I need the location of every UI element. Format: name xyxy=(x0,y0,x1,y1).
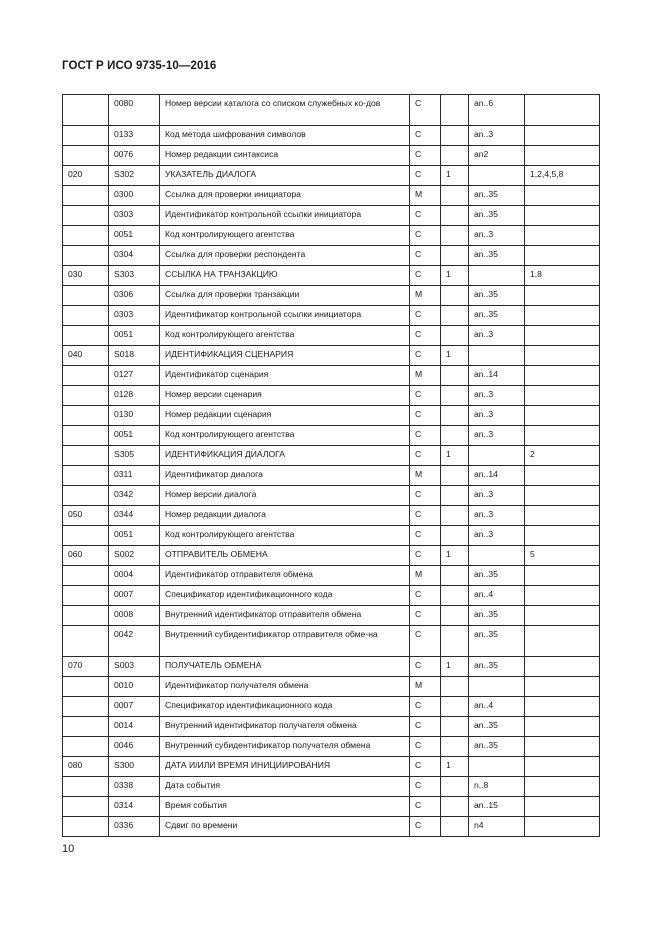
table-row xyxy=(63,737,600,757)
table-row xyxy=(63,466,600,486)
position-cell xyxy=(63,677,109,697)
tag-cell: 0300 xyxy=(109,186,160,206)
status-cell: C xyxy=(410,306,441,326)
tag-cell: 0130 xyxy=(109,406,160,426)
representation-cell: an..3 xyxy=(469,386,525,406)
notes-cell xyxy=(525,126,600,146)
representation-cell xyxy=(469,346,525,366)
repetition-cell xyxy=(441,406,469,426)
representation-cell: an..35 xyxy=(469,186,525,206)
tag-cell: 0042 xyxy=(109,626,160,657)
tag-cell: 0007 xyxy=(109,586,160,606)
position-cell xyxy=(63,95,109,126)
repetition-cell xyxy=(441,126,469,146)
name-cell: Ссылка для проверки инициатора xyxy=(160,186,410,206)
name-cell: Внутренний идентификатор отправителя обмена xyxy=(160,606,410,626)
status-cell: C xyxy=(410,586,441,606)
name-cell: Сдвиг по времени xyxy=(160,817,410,837)
table-row xyxy=(63,566,600,586)
representation-cell: an..3 xyxy=(469,426,525,446)
status-cell: C xyxy=(410,546,441,566)
name-cell: Номер версии каталога со списком служебных ко-дов xyxy=(160,95,410,126)
notes-cell xyxy=(525,506,600,526)
position-cell xyxy=(63,306,109,326)
tag-cell: 0007 xyxy=(109,697,160,717)
tag-cell: 0051 xyxy=(109,526,160,546)
tag-cell: 0051 xyxy=(109,226,160,246)
name-cell: Номер редакции сценария xyxy=(160,406,410,426)
representation-cell: an..4 xyxy=(469,697,525,717)
position-cell xyxy=(63,777,109,797)
tag-cell: 0314 xyxy=(109,797,160,817)
tag-cell: 0014 xyxy=(109,717,160,737)
repetition-cell: 1 xyxy=(441,757,469,777)
position-cell xyxy=(63,446,109,466)
repetition-cell xyxy=(441,366,469,386)
tag-cell: 0046 xyxy=(109,737,160,757)
representation-cell: an..15 xyxy=(469,797,525,817)
position-cell xyxy=(63,326,109,346)
status-cell: C xyxy=(410,737,441,757)
table-row xyxy=(63,146,600,166)
table-row xyxy=(63,677,600,697)
notes-cell xyxy=(525,146,600,166)
position-cell xyxy=(63,226,109,246)
name-cell: Внутренний субидентификатор отправителя обме-на xyxy=(160,626,410,657)
status-cell: C xyxy=(410,626,441,657)
tag-cell: 0128 xyxy=(109,386,160,406)
repetition-cell xyxy=(441,777,469,797)
notes-cell xyxy=(525,657,600,677)
notes-cell xyxy=(525,206,600,226)
tag-cell: 0008 xyxy=(109,606,160,626)
representation-cell: an..3 xyxy=(469,526,525,546)
position-cell xyxy=(63,626,109,657)
tag-cell: S302 xyxy=(109,166,160,186)
representation-cell: an..6 xyxy=(469,95,525,126)
status-cell: M xyxy=(410,286,441,306)
table-row xyxy=(63,506,600,526)
position-cell xyxy=(63,206,109,226)
name-cell: ИДЕНТИФИКАЦИЯ СЦЕНАРИЯ xyxy=(160,346,410,366)
repetition-cell xyxy=(441,306,469,326)
status-cell: M xyxy=(410,186,441,206)
tag-cell: S300 xyxy=(109,757,160,777)
status-cell: C xyxy=(410,606,441,626)
status-cell: C xyxy=(410,266,441,286)
name-cell: Ссылка для проверки транзакции xyxy=(160,286,410,306)
table-row xyxy=(63,126,600,146)
representation-cell: an..4 xyxy=(469,586,525,606)
repetition-cell xyxy=(441,426,469,446)
notes-cell xyxy=(525,246,600,266)
position-cell xyxy=(63,286,109,306)
table-row xyxy=(63,426,600,446)
position-cell: 050 xyxy=(63,506,109,526)
representation-cell: an..3 xyxy=(469,126,525,146)
repetition-cell xyxy=(441,526,469,546)
tag-cell: 0076 xyxy=(109,146,160,166)
table-row xyxy=(63,797,600,817)
repetition-cell: 1 xyxy=(441,546,469,566)
repetition-cell xyxy=(441,146,469,166)
repetition-cell xyxy=(441,386,469,406)
repetition-cell xyxy=(441,95,469,126)
name-cell: Номер редакции синтаксиса xyxy=(160,146,410,166)
name-cell: Идентификатор отправителя обмена xyxy=(160,566,410,586)
status-cell: C xyxy=(410,757,441,777)
notes-cell xyxy=(525,226,600,246)
table-row xyxy=(63,697,600,717)
position-cell xyxy=(63,526,109,546)
table-row xyxy=(63,606,600,626)
notes-cell xyxy=(525,677,600,697)
position-cell xyxy=(63,817,109,837)
tag-cell: S018 xyxy=(109,346,160,366)
status-cell: C xyxy=(410,486,441,506)
notes-cell xyxy=(525,817,600,837)
position-cell xyxy=(63,717,109,737)
notes-cell xyxy=(525,366,600,386)
tag-cell: 0133 xyxy=(109,126,160,146)
position-cell xyxy=(63,126,109,146)
status-cell: C xyxy=(410,226,441,246)
table-row xyxy=(63,186,600,206)
notes-cell xyxy=(525,626,600,657)
tag-cell: 0080 xyxy=(109,95,160,126)
name-cell: УКАЗАТЕЛЬ ДИАЛОГА xyxy=(160,166,410,186)
notes-cell: 1,2,4,5,8 xyxy=(525,166,600,186)
tag-cell: 0311 xyxy=(109,466,160,486)
table-row xyxy=(63,95,600,126)
name-cell: Ссылка для проверки респондента xyxy=(160,246,410,266)
tag-cell: 0344 xyxy=(109,506,160,526)
representation-cell: an..3 xyxy=(469,326,525,346)
name-cell: ПОЛУЧАТЕЛЬ ОБМЕНА xyxy=(160,657,410,677)
table-row xyxy=(63,757,600,777)
name-cell: Идентификатор сценария xyxy=(160,366,410,386)
notes-cell xyxy=(525,95,600,126)
name-cell: ДАТА И/ИЛИ ВРЕМЯ ИНИЦИИРОВАНИЯ xyxy=(160,757,410,777)
repetition-cell: 1 xyxy=(441,657,469,677)
name-cell: Номер редакции диалога xyxy=(160,506,410,526)
position-cell xyxy=(63,486,109,506)
notes-cell: 5 xyxy=(525,546,600,566)
representation-cell: an..3 xyxy=(469,406,525,426)
tag-cell: 0010 xyxy=(109,677,160,697)
repetition-cell xyxy=(441,326,469,346)
notes-cell xyxy=(525,186,600,206)
position-cell xyxy=(63,186,109,206)
name-cell: Код метода шифрования символов xyxy=(160,126,410,146)
notes-cell xyxy=(525,757,600,777)
notes-cell xyxy=(525,717,600,737)
notes-cell xyxy=(525,466,600,486)
name-cell: ОТПРАВИТЕЛЬ ОБМЕНА xyxy=(160,546,410,566)
table-row xyxy=(63,406,600,426)
repetition-cell xyxy=(441,286,469,306)
tag-cell: 0304 xyxy=(109,246,160,266)
status-cell: M xyxy=(410,677,441,697)
page-number: 10 xyxy=(62,843,75,855)
representation-cell: an..35 xyxy=(469,717,525,737)
notes-cell xyxy=(525,586,600,606)
position-cell xyxy=(63,146,109,166)
page-header-title: ГОСТ Р ИСО 9735-10—2016 xyxy=(62,60,217,72)
table-row xyxy=(63,626,600,657)
name-cell: Идентификатор диалога xyxy=(160,466,410,486)
notes-cell xyxy=(525,286,600,306)
name-cell: ССЫЛКА НА ТРАНЗАКЦИЮ xyxy=(160,266,410,286)
notes-cell xyxy=(525,797,600,817)
notes-cell xyxy=(525,737,600,757)
status-cell: C xyxy=(410,657,441,677)
status-cell: C xyxy=(410,777,441,797)
table-row xyxy=(63,166,600,186)
table-row xyxy=(63,446,600,466)
repetition-cell xyxy=(441,626,469,657)
status-cell: C xyxy=(410,346,441,366)
name-cell: Спецификатор идентификационного кода xyxy=(160,586,410,606)
table-row xyxy=(63,657,600,677)
representation-cell xyxy=(469,546,525,566)
name-cell: Спецификатор идентификационного кода xyxy=(160,697,410,717)
name-cell: Номер версии сценария xyxy=(160,386,410,406)
name-cell: Номер версии диалога xyxy=(160,486,410,506)
repetition-cell xyxy=(441,246,469,266)
tag-cell: S305 xyxy=(109,446,160,466)
position-cell xyxy=(63,406,109,426)
tag-cell: S002 xyxy=(109,546,160,566)
position-cell xyxy=(63,466,109,486)
representation-cell: an..35 xyxy=(469,626,525,657)
position-cell: 070 xyxy=(63,657,109,677)
repetition-cell: 1 xyxy=(441,166,469,186)
representation-cell xyxy=(469,166,525,186)
representation-cell: an..3 xyxy=(469,506,525,526)
notes-cell xyxy=(525,426,600,446)
table-row xyxy=(63,226,600,246)
name-cell: Код контролирующего агентства xyxy=(160,326,410,346)
position-cell: 020 xyxy=(63,166,109,186)
notes-cell xyxy=(525,566,600,586)
tag-cell: 0306 xyxy=(109,286,160,306)
representation-cell: an..3 xyxy=(469,226,525,246)
repetition-cell xyxy=(441,797,469,817)
status-cell: C xyxy=(410,446,441,466)
name-cell: Код контролирующего агентства xyxy=(160,226,410,246)
table-row xyxy=(63,206,600,226)
status-cell: C xyxy=(410,506,441,526)
table-row xyxy=(63,266,600,286)
table-row xyxy=(63,817,600,837)
position-cell: 080 xyxy=(63,757,109,777)
table-row xyxy=(63,777,600,797)
repetition-cell xyxy=(441,717,469,737)
repetition-cell xyxy=(441,737,469,757)
table-row xyxy=(63,386,600,406)
status-cell: M xyxy=(410,566,441,586)
tag-cell: S303 xyxy=(109,266,160,286)
table-row xyxy=(63,486,600,506)
name-cell: Идентификатор контрольной ссылки инициатора xyxy=(160,206,410,226)
repetition-cell xyxy=(441,186,469,206)
name-cell: Код контролирующего агентства xyxy=(160,526,410,546)
status-cell: C xyxy=(410,166,441,186)
repetition-cell xyxy=(441,206,469,226)
tag-cell: S003 xyxy=(109,657,160,677)
representation-cell: an..35 xyxy=(469,606,525,626)
repetition-cell xyxy=(441,466,469,486)
table-row xyxy=(63,526,600,546)
table-body xyxy=(63,95,600,837)
notes-cell xyxy=(525,697,600,717)
status-cell: C xyxy=(410,206,441,226)
table-row xyxy=(63,246,600,266)
position-cell xyxy=(63,697,109,717)
repetition-cell: 1 xyxy=(441,446,469,466)
representation-cell xyxy=(469,677,525,697)
position-cell xyxy=(63,566,109,586)
repetition-cell xyxy=(441,566,469,586)
status-cell: C xyxy=(410,95,441,126)
status-cell: C xyxy=(410,146,441,166)
representation-cell xyxy=(469,757,525,777)
repetition-cell xyxy=(441,606,469,626)
tag-cell: 0051 xyxy=(109,426,160,446)
name-cell: ИДЕНТИФИКАЦИЯ ДИАЛОГА xyxy=(160,446,410,466)
name-cell: Время события xyxy=(160,797,410,817)
status-cell: M xyxy=(410,466,441,486)
position-cell xyxy=(63,366,109,386)
position-cell xyxy=(63,606,109,626)
tag-cell: 0051 xyxy=(109,326,160,346)
repetition-cell xyxy=(441,486,469,506)
repetition-cell xyxy=(441,697,469,717)
table-row xyxy=(63,326,600,346)
representation-cell: an..35 xyxy=(469,206,525,226)
name-cell: Внутренний субидентификатор получателя обмена xyxy=(160,737,410,757)
table-row xyxy=(63,286,600,306)
position-cell xyxy=(63,586,109,606)
tag-cell: 0127 xyxy=(109,366,160,386)
name-cell: Идентификатор контрольной ссылки инициатора xyxy=(160,306,410,326)
name-cell: Код контролирующего агентства xyxy=(160,426,410,446)
representation-cell: an..35 xyxy=(469,566,525,586)
position-cell xyxy=(63,426,109,446)
representation-cell: an..14 xyxy=(469,466,525,486)
representation-cell: an..35 xyxy=(469,286,525,306)
name-cell: Внутренний идентификатор получателя обмена xyxy=(160,717,410,737)
representation-cell xyxy=(469,446,525,466)
name-cell: Идентификатор получателя обмена xyxy=(160,677,410,697)
position-cell xyxy=(63,386,109,406)
notes-cell xyxy=(525,606,600,626)
status-cell: C xyxy=(410,426,441,446)
representation-cell: an..35 xyxy=(469,246,525,266)
status-cell: C xyxy=(410,326,441,346)
notes-cell: 1,8 xyxy=(525,266,600,286)
repetition-cell xyxy=(441,226,469,246)
status-cell: C xyxy=(410,246,441,266)
representation-cell: n4 xyxy=(469,817,525,837)
tag-cell: 0342 xyxy=(109,486,160,506)
notes-cell xyxy=(525,526,600,546)
notes-cell: 2 xyxy=(525,446,600,466)
representation-cell: n..8 xyxy=(469,777,525,797)
table-row xyxy=(63,586,600,606)
repetition-cell xyxy=(441,817,469,837)
name-cell: Дата события xyxy=(160,777,410,797)
status-cell: C xyxy=(410,526,441,546)
tag-cell: 0338 xyxy=(109,777,160,797)
table-row xyxy=(63,366,600,386)
representation-cell: an..35 xyxy=(469,306,525,326)
representation-cell xyxy=(469,266,525,286)
position-cell: 040 xyxy=(63,346,109,366)
repetition-cell: 1 xyxy=(441,266,469,286)
status-cell: C xyxy=(410,797,441,817)
table-row xyxy=(63,306,600,326)
representation-cell: an..35 xyxy=(469,737,525,757)
table-row xyxy=(63,346,600,366)
repetition-cell xyxy=(441,677,469,697)
segment-spec-table xyxy=(62,94,600,837)
position-cell: 060 xyxy=(63,546,109,566)
notes-cell xyxy=(525,346,600,366)
tag-cell: 0004 xyxy=(109,566,160,586)
position-cell: 030 xyxy=(63,266,109,286)
status-cell: C xyxy=(410,406,441,426)
status-cell: C xyxy=(410,697,441,717)
notes-cell xyxy=(525,306,600,326)
repetition-cell: 1 xyxy=(441,346,469,366)
table-row xyxy=(63,717,600,737)
status-cell: C xyxy=(410,817,441,837)
notes-cell xyxy=(525,777,600,797)
position-cell xyxy=(63,246,109,266)
tag-cell: 0336 xyxy=(109,817,160,837)
notes-cell xyxy=(525,326,600,346)
notes-cell xyxy=(525,486,600,506)
table-row xyxy=(63,546,600,566)
status-cell: C xyxy=(410,386,441,406)
notes-cell xyxy=(525,406,600,426)
repetition-cell xyxy=(441,506,469,526)
notes-cell xyxy=(525,386,600,406)
tag-cell: 0303 xyxy=(109,306,160,326)
repetition-cell xyxy=(441,586,469,606)
position-cell xyxy=(63,737,109,757)
representation-cell: an..35 xyxy=(469,657,525,677)
representation-cell: an..3 xyxy=(469,486,525,506)
position-cell xyxy=(63,797,109,817)
tag-cell: 0303 xyxy=(109,206,160,226)
status-cell: C xyxy=(410,126,441,146)
status-cell: M xyxy=(410,366,441,386)
representation-cell: an2 xyxy=(469,146,525,166)
status-cell: C xyxy=(410,717,441,737)
representation-cell: an..14 xyxy=(469,366,525,386)
